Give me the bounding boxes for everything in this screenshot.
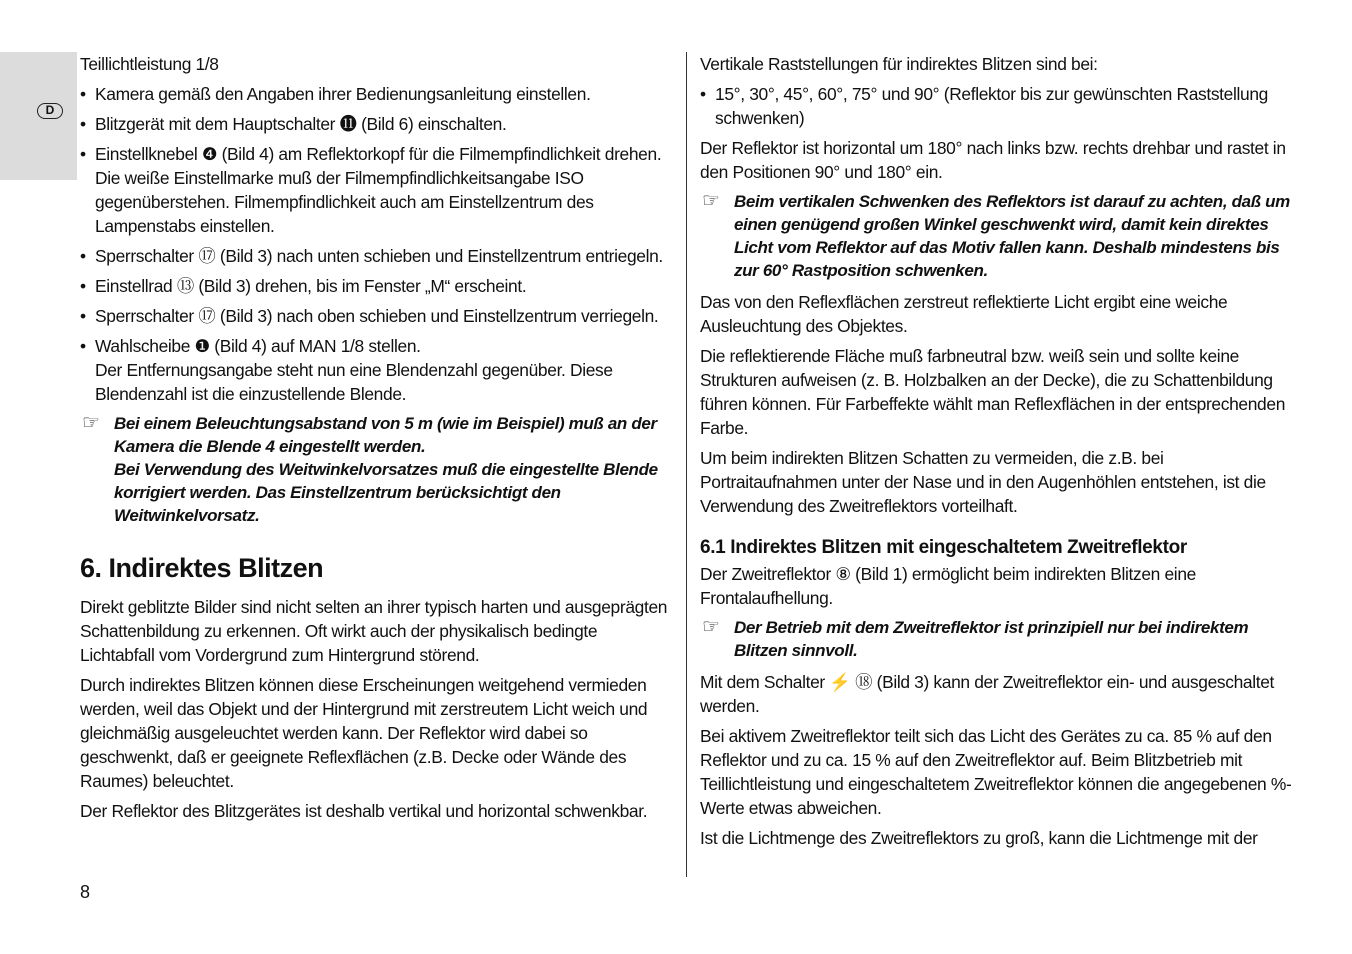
note-block: ☞ Beim vertikalen Schwenken des Reflektors ist darauf zu achten, daß um einen genügend großen Winkel geschwenkt wird, damit kein direktes Licht vom Reflektor auf das Motiv fallen kann. Deshalb mindestens bis zur 60° Rastposition schwenken. (702, 190, 1290, 280)
list-item: • 15°, 30°, 45°, 60°, 75° und 90° (Reflektor bis zur gewünschten Raststellung schwenken) (700, 84, 1268, 128)
intro-line: Teillichtleistung 1/8 (80, 54, 219, 74)
list-item: • Blitzgerät mit dem Hauptschalter ⓫ (Bild 6) einschalten. (80, 114, 507, 134)
pointing-hand-icon: ☞ (82, 412, 100, 434)
bullet-line: Der Entfernungsangabe steht nun eine Blendenzahl gegenüber. Diese Blendenzahl ist die einzustellende Blende. (95, 360, 613, 404)
language-badge: D (37, 103, 63, 119)
list-item: • Einstellrad ⑬ (Bild 3) drehen, bis im Fenster „M“ erscheint. (80, 276, 527, 296)
paragraph: Durch indirektes Blitzen können diese Erscheinungen weitgehend vermieden werden, weil das Objekt und der Hintergrund mit zerstreutem Licht weich und gleichmäßig ausgeleuchtet werden kann. Der Reflektor wird dabei so geschwenkt, daß er geeignete Reflexflächen (z.B. Decke oder Wände des Raumes) beleuchtet. (80, 675, 648, 791)
pointing-hand-icon: ☞ (702, 616, 720, 638)
bullet-line: Wahlscheibe ❶ (Bild 4) auf MAN 1/8 stellen. (95, 336, 421, 356)
list-item: • Einstellknebel ❹ (Bild 4) am Reflektorkopf für die Filmempfindlichkeit drehen. Die weiße Einstellmarke muß der Filmempfindlichkeitsangabe ISO gegenüberstehen. Filmempfindlichkeit auch am Einstellzentrum des Lampenstabs einstellen. (80, 144, 662, 236)
subsection-heading: 6.1 Indirektes Blitzen mit eingeschaltetem Zweitreflektor (700, 537, 1187, 558)
note-block (80, 412, 674, 527)
column-divider (686, 52, 687, 877)
paragraph: Die reflektierende Fläche muß farbneutral bzw. weiß sein und sollte keine Strukturen aufweisen (z. B. Holzbalken an der Decke), die zu Schattenbildung führen können. Für Farbeffekte wählt man Reflexflächen in der entsprechenden Farbe. (700, 346, 1286, 438)
list-item: • Sperrschalter ⑰ (Bild 3) nach oben schieben und Einstellzentrum verriegeln. (80, 306, 659, 326)
note-line: Bei einem Beleuchtungsabstand von 5 m (wie im Beispiel) muß an der Kamera die Blende 4 eingestellt werden. (114, 414, 657, 456)
paragraph: Der Reflektor ist horizontal um 180° nach links bzw. rechts drehbar und rastet in den Positionen 90° und 180° ein. (700, 138, 1286, 182)
note-line: Bei Verwendung des Weitwinkelvorsatzes muß die eingestellte Blende korrigiert werden. Das Einstellzentrum berücksichtigt den Weitwinkelvorsatz. (114, 460, 658, 525)
note-block: ☞ Der Betrieb mit dem Zweitreflektor ist prinzipiell nur bei indirektem Blitzen sinnvoll. (702, 616, 1249, 660)
section-heading: 6. Indirektes Blitzen (80, 553, 324, 583)
left-column (80, 52, 674, 829)
list-item: • Kamera gemäß den Angaben ihrer Bedienungsanleitung einstellen. (80, 84, 591, 104)
paragraph: Mit dem Schalter ⚡ ⑱ (Bild 3) kann der Zweitreflektor ein- und ausgeschaltet werden. (700, 672, 1275, 716)
paragraph: Das von den Reflexflächen zerstreut reflektierte Licht ergibt eine weiche Ausleuchtung des Objektes. (700, 292, 1228, 336)
list-item: • Wahlscheibe ❶ (Bild 4) auf MAN 1/8 stellen. Der Entfernungsangabe steht nun eine Blendenzahl gegenüber. Diese Blendenzahl ist die einzustellende Blende. (80, 336, 613, 404)
paragraph: Direkt geblitzte Bilder sind nicht selten an ihrer typisch harten und ausgeprägten Schattenbildung zu erkennen. Oft wirkt auch der physikalisch bedingte Lichtabfall vom Vordergrund zum Hintergrund störend. (80, 597, 668, 665)
pointing-hand-icon: ☞ (702, 190, 720, 212)
right-column (700, 52, 1300, 856)
paragraph: Der Zweitreflektor ⑧ (Bild 1) ermöglicht beim indirekten Blitzen eine Frontalaufhellung. (700, 564, 1196, 608)
paragraph: Bei aktivem Zweitreflektor teilt sich das Licht des Gerätes zu ca. 85 % auf den Reflektor und zu ca. 15 % auf den Zweitreflektor auf. Beim Blitzbetrieb mit Teillichtleistung und eingeschaltetem Zweitreflektor können die angegebenen %-Werte etwas abweichen. (700, 726, 1292, 818)
page-number: 8 (80, 882, 91, 902)
paragraph: Ist die Lichtmenge des Zweitreflektors zu groß, kann die Lichtmenge mit der (700, 828, 1258, 848)
paragraph: Der Reflektor des Blitzgerätes ist deshalb vertikal und horizontal schwenkbar. (80, 801, 648, 821)
paragraph: Um beim indirekten Blitzen Schatten zu vermeiden, die z.B. bei Portraitaufnahmen unter der Nase und in den Augenhöhlen entstehen, ist die Verwendung des Zweitreflektors vorteilhaft. (700, 448, 1266, 516)
list-item: • Sperrschalter ⑰ (Bild 3) nach unten schieben und Einstellzentrum entriegeln. (80, 246, 663, 266)
intro-line: Vertikale Raststellungen für indirektes Blitzen sind bei: (700, 54, 1098, 74)
